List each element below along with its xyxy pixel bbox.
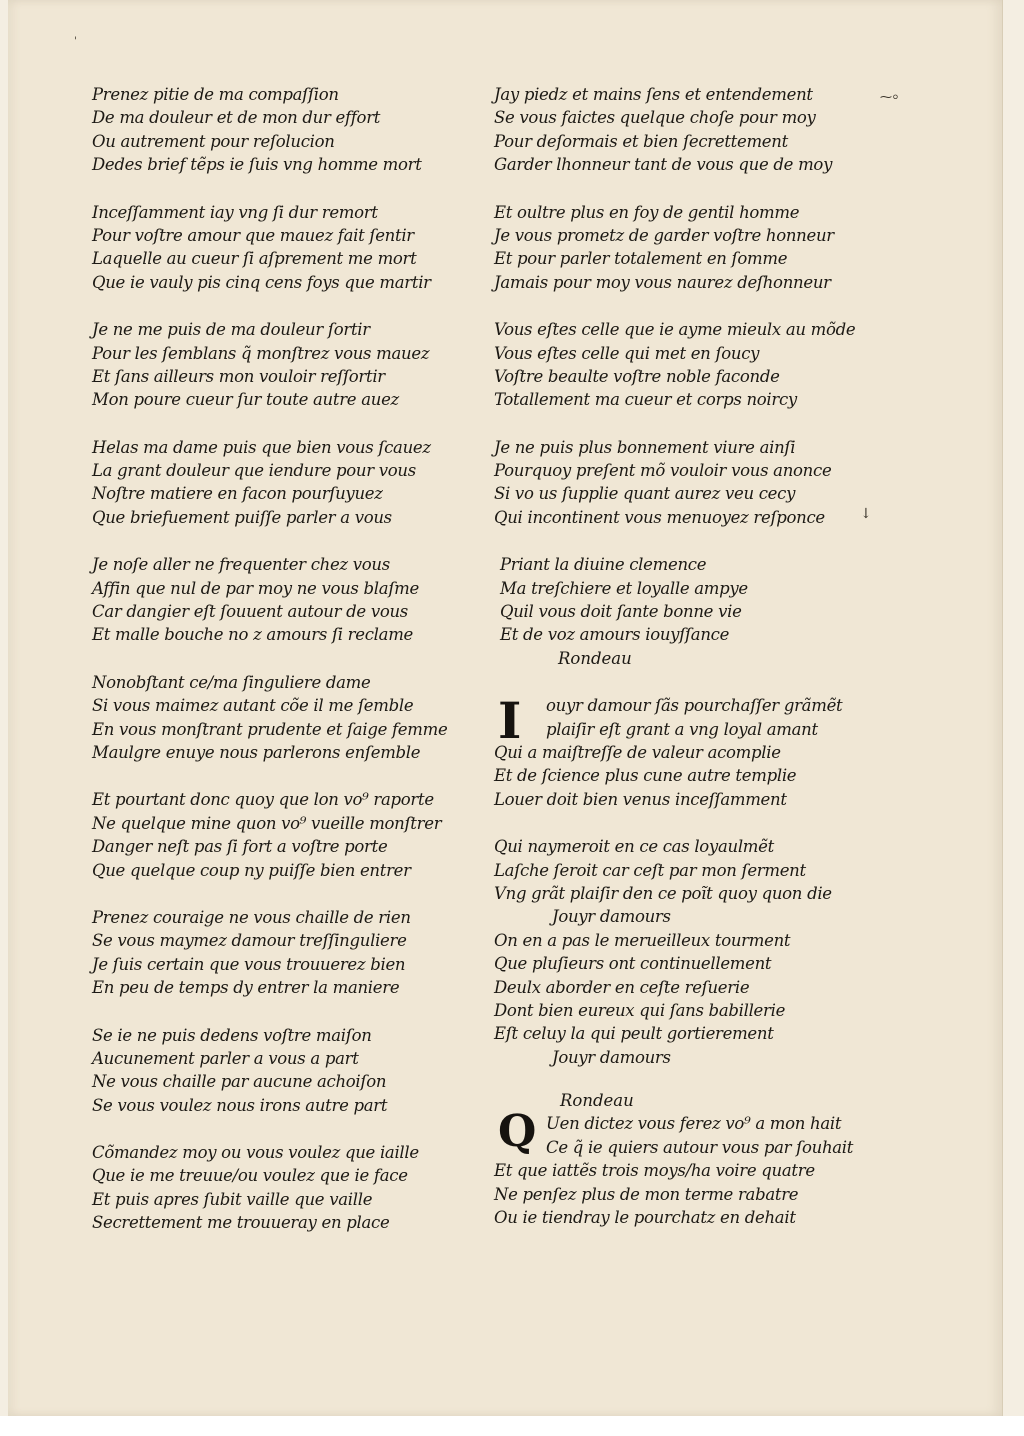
- verse-line: Prenez couraige ne vous chaille de rien: [92, 907, 411, 927]
- verse-line: Et pour parler totalement en ſomme: [494, 249, 788, 269]
- verse-line: En vous monſtrant prudente et ſaige femme: [92, 719, 448, 739]
- verse-line: Uen dictez vous ferez vo⁹ a mon hait: [546, 1114, 842, 1134]
- verse-line: Et de ſcience plus cune autre templie: [494, 766, 797, 786]
- margin-mark: ↓: [860, 506, 872, 522]
- verse-line: ouyr damour ſãs pourchaſſer grãmẽt: [546, 696, 843, 716]
- verse-line: Totallement ma cueur et corps noircy: [494, 390, 797, 410]
- book-page: [8, 0, 1003, 1416]
- refrain-line: Jouyr damours: [552, 907, 671, 927]
- verse-line: En peu de temps dy entrer la maniere: [92, 978, 400, 998]
- verse-line: Dont bien eureux qui ſans babillerie: [494, 1000, 786, 1020]
- verse-line: Voſtre beaulte voſtre noble faconde: [494, 366, 780, 386]
- rondeau-one: [494, 691, 914, 1069]
- verse-line: Pourquoy preſent mõ vouloir vous anonce: [494, 461, 832, 481]
- rondeau-heading: Rondeau: [560, 1091, 634, 1111]
- verse-line: Si vous maimez autant cõe il me ſemble: [92, 696, 414, 716]
- verse-line: Jamais pour moy vous naurez deſhonneur: [494, 272, 831, 292]
- verse-line: Ma treſchiere et loyalle ampye: [500, 578, 748, 598]
- stanza: [92, 1141, 492, 1235]
- verse-line: Louer doit bien venus inceſſamment: [494, 789, 787, 809]
- verse-line: Se vous voulez nous irons autre part: [92, 1095, 388, 1115]
- verse-line: Et pourtant donc quoy que lon vo⁹ raporte: [92, 790, 434, 810]
- verse-line: Car dangier eſt ſouuent autour de vous: [92, 602, 408, 622]
- verse-line: Jay piedz et mains ſens et entendement: [494, 85, 813, 104]
- verse-line: Je ne me puis de ma douleur ſortir: [92, 320, 370, 340]
- verse-line: Nonobſtant ce/ma ſinguliere dame: [92, 672, 371, 692]
- verse-line: Pour deſormais et bien ſecrettement: [494, 131, 788, 151]
- verse-line: Que ie vauly pis cinq cens foys que martir: [92, 272, 431, 292]
- verse-line: Si vo us ſupplie quant aurez veu cecy: [494, 484, 796, 504]
- verse-line: Maulgre enuye nous parlerons enſemble: [92, 742, 421, 762]
- verse-line: Dedes brief tẽps ie ſuis vng homme mort: [92, 155, 422, 175]
- verse-line: Prenez pitie de ma compaſſion: [92, 85, 339, 104]
- verse-line: Ne quelque mine quon vo⁹ vueille monſtrer: [92, 813, 442, 833]
- verse-line: Eſt celuy la qui peult gortierement: [494, 1024, 774, 1044]
- verse-line: Pour les ſemblans q̃ monſtrez vous mauez: [92, 343, 430, 363]
- verse-line: Deulx aborder en ceſte reſuerie: [494, 977, 750, 997]
- verse-line: Priant la diuine clemence: [500, 555, 707, 575]
- stanza: [92, 788, 492, 882]
- margin-mark: ': [74, 36, 77, 47]
- verse-line: On en a pas le merueilleux tourment: [494, 930, 791, 950]
- stanza: [494, 83, 914, 177]
- verse-line: Je ſuis certain que vous trouuerez bien: [92, 954, 406, 974]
- stanza: [494, 201, 914, 295]
- verse-line: Quil vous doit ſante bonne vie: [500, 602, 742, 622]
- verse-line: Laſche ſeroit car ceſt par mon ſerment: [494, 860, 806, 880]
- verse-line: Laquelle au cueur ſi aſprement me mort: [92, 249, 417, 269]
- verse-line: Et puis apres ſubit vaille que vaille: [92, 1189, 373, 1209]
- stanza: [494, 318, 914, 412]
- verse-line: Se ie ne puis dedens voſtre maiſon: [92, 1025, 372, 1045]
- verse-line: Que quelque coup ny puiſſe bien entrer: [92, 860, 411, 880]
- verse-line: Et oultre plus en foy de gentil homme: [494, 202, 800, 222]
- verse-line: Que ie me treuue/ou voulez que ie face: [92, 1166, 408, 1186]
- verse-line: Se vous maymez damour treſſinguliere: [92, 931, 407, 951]
- prayer-stanza: [494, 553, 914, 670]
- verse-line: Vous eſtes celle qui met en ſoucy: [494, 343, 760, 363]
- verse-line: La grant douleur que iendure pour vous: [92, 461, 416, 481]
- left-column: [92, 83, 492, 1259]
- stanza: [92, 671, 492, 765]
- verse-line: Danger neſt pas ſi fort a voſtre porte: [92, 837, 388, 857]
- verse-line: Ne vous chaille par aucune achoiſon: [92, 1072, 387, 1092]
- right-column: [494, 83, 914, 1229]
- verse-line: Garder lhonneur tant de vous que de moy: [494, 155, 833, 175]
- verse-line: Que pluſieurs ont continuellement: [494, 954, 772, 974]
- verse-line: Je noſe aller ne frequenter chez vous: [92, 555, 390, 575]
- stanza: [92, 83, 492, 177]
- verse-line: Qui incontinent vous menuoyez reſponce: [494, 507, 825, 527]
- verse-line: Je ne puis plus bonnement viure ainſi: [494, 437, 796, 457]
- stanza: [92, 436, 492, 530]
- verse-line: Mon poure cueur ſur toute autre auez: [92, 390, 399, 410]
- verse-line: Aucunement parler a vous a part: [92, 1048, 359, 1068]
- verse-line: Qui a maiſtreſſe de valeur acomplie: [494, 742, 781, 762]
- verse-line: Qui naymeroit en ce cas loyaulmẽt: [494, 837, 774, 857]
- verse-line: Et malle bouche no z amours ſi reclame: [92, 625, 414, 645]
- decorated-initial: Q: [498, 1106, 537, 1158]
- verse-line: Helas ma dame puis que bien vous ſcauez: [92, 437, 431, 457]
- verse-line: Que briefuement puiſſe parler a vous: [92, 507, 392, 527]
- verse-line: De ma douleur et de mon dur effort: [92, 108, 381, 128]
- verse-line: Vng grãt plaiſir den ce poĩt quoy quon die: [494, 883, 832, 903]
- verse-line: Ce q̃ ie quiers autour vous par ſouhait: [546, 1137, 854, 1157]
- verse-line: Ne penſez plus de mon terme rabatre: [494, 1184, 799, 1204]
- stanza: [92, 1024, 492, 1118]
- stanza: [92, 553, 492, 647]
- decorated-initial: I: [498, 691, 522, 751]
- verse-line: Ou autrement pour reſolucion: [92, 131, 335, 151]
- rondeau-two: [494, 1089, 914, 1229]
- verse-line: Ou ie tiendray le pourchatz en dehait: [494, 1208, 796, 1228]
- verse-line: Noſtre matiere en facon pourſuyuez: [92, 484, 383, 504]
- verse-line: Et que iattẽs trois moys/ha voire quatre: [494, 1161, 815, 1181]
- verse-line: Cõmandez moy ou vous voulez que iaille: [92, 1143, 419, 1163]
- verse-line: Et ſans ailleurs mon vouloir reſſortir: [92, 366, 385, 386]
- stanza: [92, 906, 492, 1000]
- verse-line: Et de voz amours iouyſſance: [500, 625, 730, 645]
- verse-line: Se vous faictes quelque choſe pour moy: [494, 108, 816, 128]
- verse-line: Inceſſamment iay vng ſi dur remort: [92, 202, 378, 222]
- margin-ornament: ⁓⸰: [880, 90, 899, 104]
- stanza: [494, 436, 914, 530]
- verse-line: Vous eſtes celle que ie ayme mieulx au mõde: [494, 320, 856, 340]
- rondeau-heading: Rondeau: [558, 648, 632, 668]
- scan-background: [0, 1416, 1024, 1436]
- verse-line: Pour voſtre amour que mauez fait ſentir: [92, 225, 414, 245]
- refrain-line: Jouyr damours: [552, 1047, 671, 1067]
- stanza: [92, 318, 492, 412]
- verse-line: Affin que nul de par moy ne vous blaſme: [92, 578, 419, 598]
- verse-line: plaiſir eſt grant a vng loyal amant: [546, 719, 818, 739]
- verse-line: Je vous prometz de garder voſtre honneur: [494, 225, 834, 245]
- stanza: [92, 201, 492, 295]
- verse-line: Secrettement me trouueray en place: [92, 1213, 390, 1233]
